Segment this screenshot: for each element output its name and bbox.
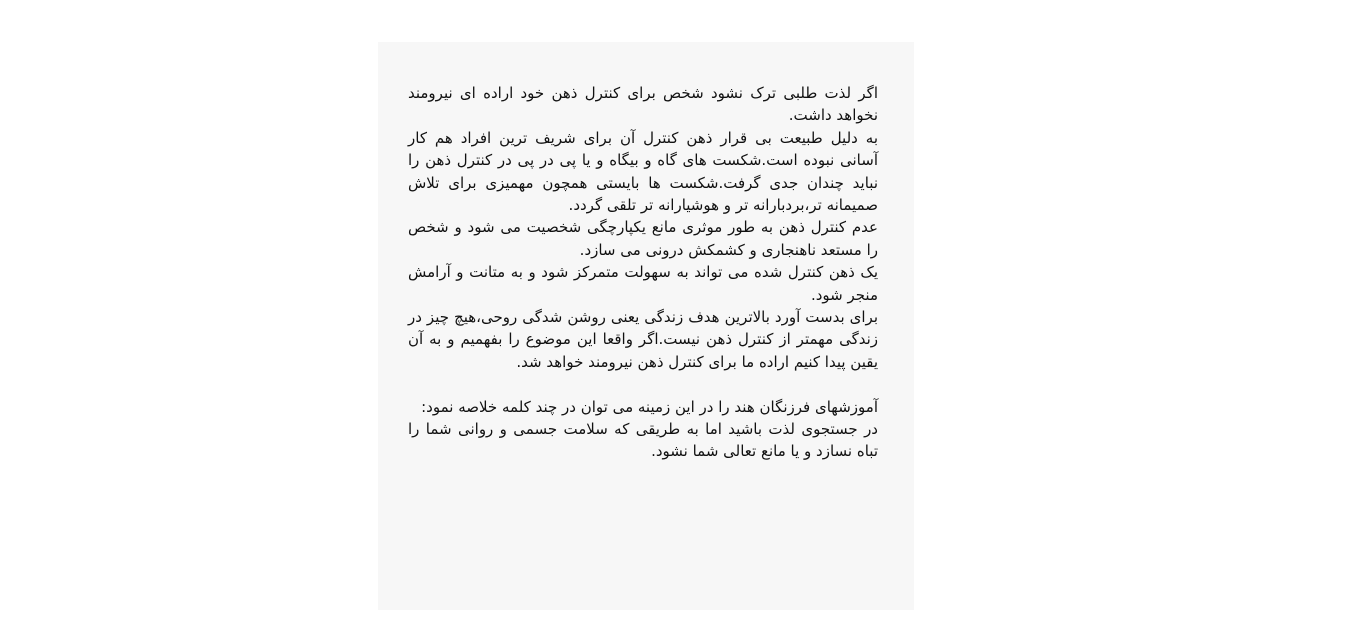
paragraph-7: در جستجوی لذت باشید اما به طریقی که سلامت جسمی و روانی شما را تباه نسازد و یا مانع تعالی شما نشود. — [408, 420, 878, 461]
paragraph-1: اگر لذت طلبی ترک نشود شخص برای کنترل ذهن خود اراده ای نیرومند نخواهد داشت. — [408, 84, 878, 125]
paragraph-2: به دلیل طبیعت بی قرار ذهن کنترل آن برای شریف ترین افراد هم کار آسانی نبوده است.شکست های گاه و بیگاه و یا پی در پی در کنترل ذهن را نباید چندان جدی گرفت.شکست ها بایستی همچون مهمیزی برای تلاش صمیمانه تر،بردبارانه تر و هوشیارانه تر تلقی گردد. — [408, 128, 878, 215]
paragraph-6: آموزشهای فرزنگان هند را در این زمینه می توان در چند کلمه خلاصه نمود: — [421, 397, 878, 416]
paragraph-gap — [408, 373, 878, 395]
paragraph-5: برای بدست آورد بالاترین هدف زندگی یعنی روشن شدگی روحی،هیچ چیز در زندگی مهمتر از کنترل ذهن نیست.اگر واقعا این موضوع را بفهمیم و به آن یقین پیدا کنیم اراده ما برای کنترل ذهن نیرومند خواهد شد. — [408, 308, 878, 371]
paragraph-3: عدم کنترل ذهن به طور موثری مانع یکپارچگی شخصیت می شود و شخص را مستعد ناهنجاری و کشمکش درونی می سازد. — [408, 218, 878, 259]
paragraph-4: یک ذهن کنترل شده می تواند به سهولت متمرکز شود و به متانت و آرامش منجر شود. — [408, 263, 878, 304]
document-text — [408, 82, 878, 463]
document-page — [378, 42, 914, 610]
